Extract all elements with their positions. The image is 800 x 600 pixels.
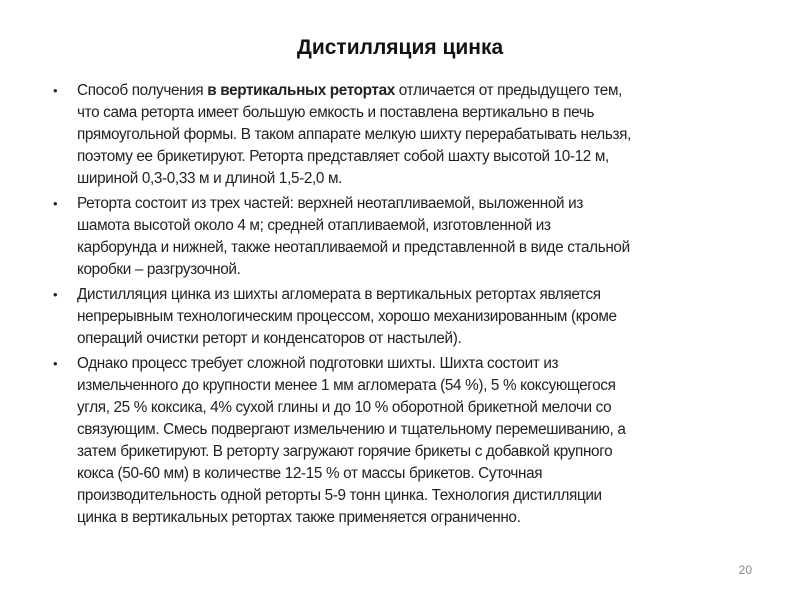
text-segment: производительность одной реторты 5-9 тонн цинка. Технология дистилляции: [77, 487, 602, 504]
text-line: [77, 80, 773, 102]
text-line: [77, 193, 773, 215]
bullet-paragraph: [53, 193, 773, 281]
text-segment: непрерывным технологическим процессом, хорошо механизированным (кроме: [77, 308, 617, 325]
text-line: [77, 463, 773, 485]
text-line: [77, 375, 773, 397]
text-segment: Однако процесс требует сложной подготовки шихты. Шихта состоит из: [77, 355, 559, 372]
text-segment: цинка в вертикальных ретортах также применяется ограниченно.: [77, 509, 521, 526]
text-line: [77, 485, 773, 507]
text-line: [77, 507, 773, 529]
emphasis-text: в вертикальных ретортах: [207, 82, 395, 99]
text-segment: связующим. Смесь подвергают измельчению и тщательному перемешиванию, а: [77, 421, 626, 438]
text-segment: измельченного до крупности менее 1 мм агломерата (54 %), 5 % коксующегося: [77, 377, 616, 394]
text-line: [77, 419, 773, 441]
text-line: [77, 441, 773, 463]
page-number: 20: [738, 563, 752, 577]
bullet-icon: •: [53, 287, 58, 302]
text-segment: поэтому ее брикетируют. Реторта представляет собой шахту высотой 10-12 м,: [77, 148, 609, 165]
text-line: [77, 328, 773, 350]
text-segment: шириной 0,3-0,33 м и длиной 1,5-2,0 м.: [77, 170, 343, 187]
text-segment: коробки – разгрузочной.: [77, 261, 241, 278]
text-segment: Дистилляция цинка из шихты агломерата в вертикальных ретортах является: [77, 286, 601, 303]
text-segment: карборунда и нижней, также неотапливаемой и представленной в виде стальной: [77, 239, 630, 256]
text-segment: кокса (50-60 мм) в количестве 12-15 % от массы брикетов. Суточная: [77, 465, 543, 482]
text-line: [77, 284, 773, 306]
text-line: [77, 259, 773, 281]
text-line: [77, 237, 773, 259]
text-line: [77, 168, 773, 190]
text-segment: Способ получения: [77, 82, 208, 99]
bullet-paragraph: [53, 80, 773, 190]
text-segment: операций очистки реторт и конденсаторов от настылей).: [77, 330, 462, 347]
text-line: [77, 306, 773, 328]
text-segment: угля, 25 % коксика, 4% сухой глины и до 10 % оборотной брикетной мелочи со: [77, 399, 612, 416]
text-segment: затем брикетируют. В реторту загружают горячие брикеты с добавкой крупного: [77, 443, 613, 460]
text-segment: прямоугольной формы. В таком аппарате мелкую шихту перерабатывать нельзя,: [77, 126, 631, 143]
text-line: [77, 215, 773, 237]
bullet-icon: •: [53, 356, 58, 371]
bullet-icon: •: [53, 83, 58, 98]
text-segment: шамота высотой около 4 м; средней отапливаемой, изготовленной из: [77, 217, 551, 234]
text-line: [77, 102, 773, 124]
text-line: [77, 124, 773, 146]
text-line: [77, 397, 773, 419]
text-segment: Реторта состоит из трех частей: верхней неотапливаемой, выложенной из: [77, 195, 584, 212]
text-segment: что сама реторта имеет большую емкость и поставлена вертикально в печь: [77, 104, 595, 121]
bullet-list: [53, 80, 773, 532]
text-line: [77, 353, 773, 375]
text-line: [77, 146, 773, 168]
text-segment: отличается от предыдущего тем,: [394, 82, 623, 99]
slide-title: Дистилляция цинка: [296, 36, 504, 59]
bullet-icon: •: [53, 196, 58, 211]
bullet-paragraph: [53, 353, 773, 529]
bullet-paragraph: [53, 284, 773, 350]
